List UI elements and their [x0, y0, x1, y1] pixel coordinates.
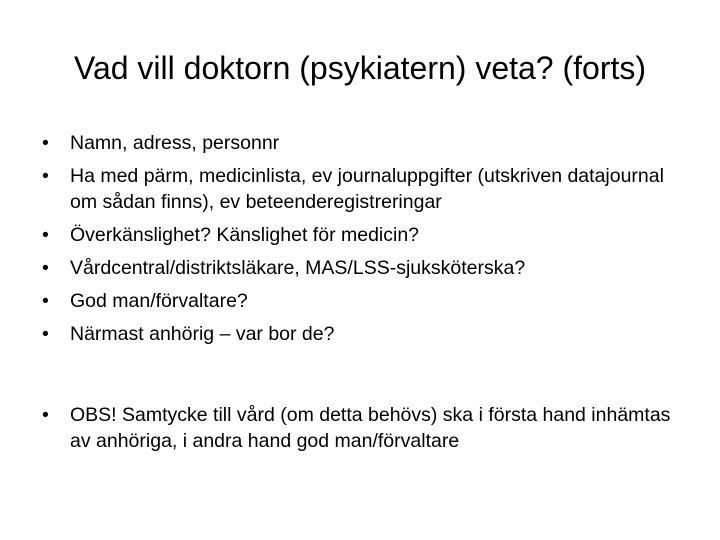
list-item — [36, 222, 676, 248]
list-item — [36, 321, 676, 347]
bullet-icon — [42, 130, 58, 156]
bullet-text: Närmast anhörig – var bor de? — [70, 323, 335, 345]
bullet-text: God man/förvaltare? — [70, 290, 248, 312]
bullet-icon — [42, 288, 58, 314]
bullet-list — [36, 130, 676, 354]
list-item — [36, 130, 676, 156]
note-bullet-list — [36, 402, 676, 461]
list-item — [36, 255, 676, 281]
bullet-icon — [42, 163, 58, 189]
bullet-text: Överkänslighet? Känslighet för medicin? — [70, 224, 420, 246]
bullet-icon — [42, 255, 58, 281]
bullet-text: Namn, adress, personnr — [70, 132, 280, 154]
note-bullet-text: OBS! Samtycke till vård (om detta behövs) ska i första hand inhämtas av anhöriga, i andra hand god man/förvaltare — [70, 404, 671, 452]
list-item — [36, 163, 676, 215]
bullet-icon — [42, 321, 58, 347]
bullet-icon — [42, 402, 58, 428]
list-item — [36, 402, 676, 454]
bullet-text: Ha med pärm, medicinlista, ev journaluppgifter (utskriven datajournal om sådan finns), ev beteenderegistreringar — [70, 165, 664, 213]
bullet-icon — [42, 222, 58, 248]
list-item — [36, 288, 676, 314]
bullet-text: Vårdcentral/distriktsläkare, MAS/LSS-sjuksköterska? — [70, 257, 526, 279]
slide-title: Vad vill doktorn (psykiatern) veta? (forts) — [73, 50, 647, 86]
